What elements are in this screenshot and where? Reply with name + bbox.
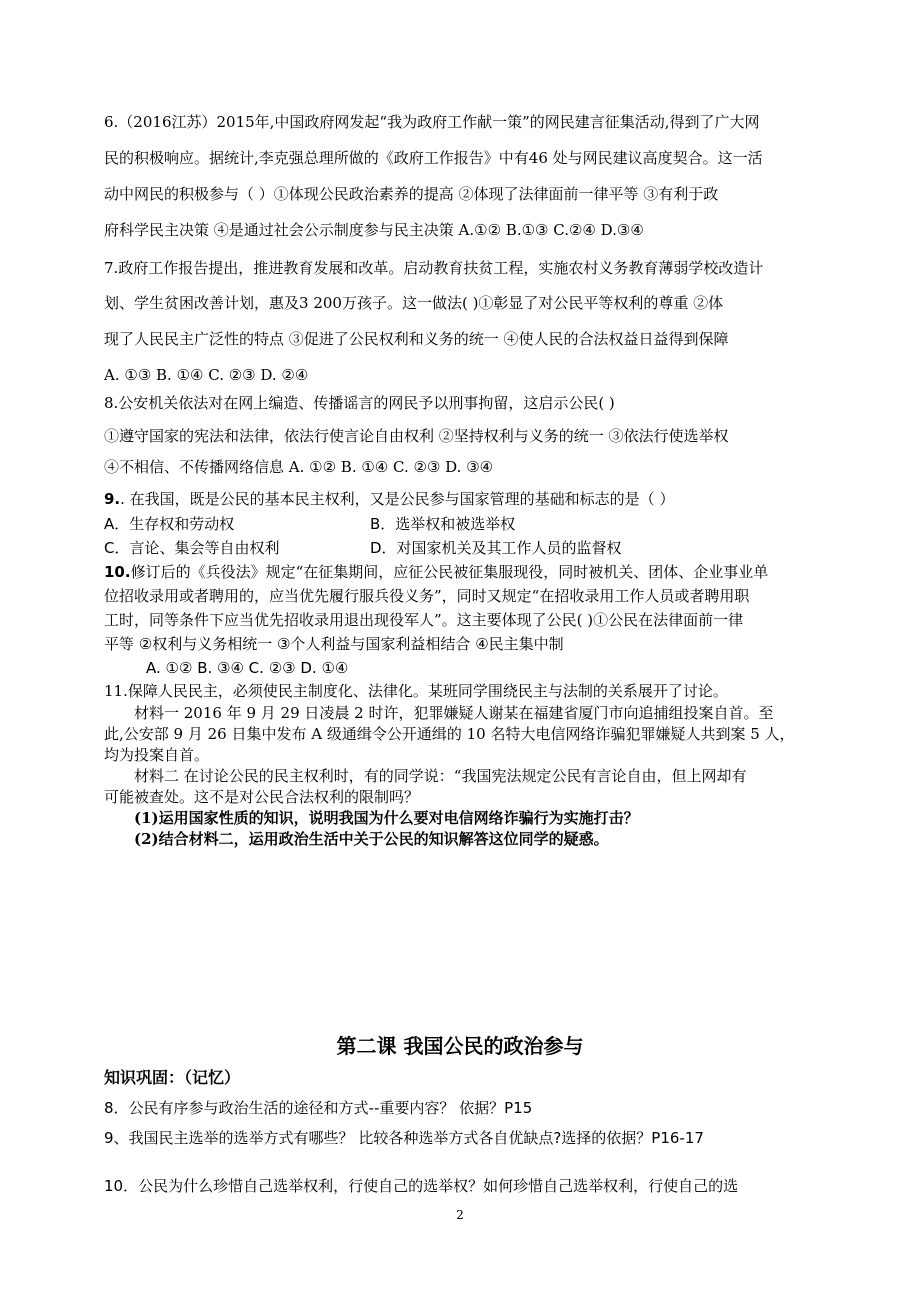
q11-material-1-c: 均为投案自首。 [104,746,210,764]
q7-line-2: 划、学生贫困改善计划，惠及3 200万孩子。这一做法( )①彰显了对公民平等权利的尊重 ②体 [104,294,724,312]
section-heading: 知识巩固：（记忆） [104,1068,241,1087]
q11-line-1: 11.保障人民民主，必须使民主制度化、法律化。某班同学围绕民主与法制的关系展开了讨论。 [104,682,728,700]
q6-line-1: 6.（2016江苏）2015年,中国政府网发起“我为政府工作献一策”的网民建言征集活动,得到了广大网 [104,113,760,131]
page-number: 2 [456,1208,464,1222]
q7-line-3: 现了人民民主广泛性的特点 ③促进了公民权利和义务的统一 ④使人民的合法权益日益得到保障 [104,330,729,348]
q6-line-2: 民的积极响应。据统计,李克强总理所做的《政府工作报告》中有46 处与网民建议高度契合。这一活 [104,149,763,167]
q10-number: 10. [104,563,131,581]
lesson-item-9: 9、我国民主选举的选举方式有哪些？ 比较各种选举方式各自优缺点?选择的依据？P16-17 [104,1129,704,1147]
q10-line-4: 平等 ②权利与义务相统一 ③个人利益与国家利益相结合 ④民主集中制 [104,635,564,653]
q7-line-4: A. ①③ B. ①④ C. ②③ D. ②④ [104,366,309,384]
q10-options: A. ①② B. ③④ C. ②③ D. ①④ [146,659,349,677]
q8-line-3: ④不相信、不传播网络信息 A. ①② B. ①④ C. ②③ D. ③④ [104,458,494,476]
q10-line-2: 位招收录用或者聘用的，应当优先履行服兵役义务”，同时又规定“在招收录用工作人员或者聘用职 [104,587,750,605]
q6-line-4: 府科学民主决策 ④是通过社会公示制度参与民主决策 A.①② B.①③ C.②④ D.③④ [104,221,644,239]
lesson-title: 第二课 我国公民的政治参与 [336,1034,584,1058]
lesson-item-8: 8．公民有序参与政治生活的途径和方式--重要内容？ 依据？P15 [104,1099,533,1117]
q10-line-3: 工时，同等条件下应当优先招收录用退出现役军人”。这主要体现了公民( )①公民在法律面前一律 [104,611,744,629]
q8-line-2: ①遵守国家的宪法和法律，依法行使言论自由权利 ②坚持权利与义务的统一 ③依法行使选举权 [104,427,729,445]
q11-material-2-a: 材料二 在讨论公民的民主权利时，有的同学说：“我国宪法规定公民有言论自由，但上网却有 [134,767,747,785]
q10-line-1-wrap [104,562,768,582]
q9-option-c: C．言论、集会等自由权利 [104,539,280,557]
q10-line-1: 修订后的《兵役法》规定“在征集期间，应征公民被征集服现役，同时被机关、团体、企业事业单 [130,563,769,581]
q9-number: 9. [104,490,121,508]
q11-material-2-b: 可能被查处。这不是对公民合法权利的限制吗？ [104,788,420,806]
lesson-item-10: 10．公民为什么珍惜自己选举权利，行使自己的选举权？如何珍惜自己选举权利，行使自己的选 [104,1177,739,1195]
q9-stem-line [104,489,674,509]
q6-line-3: 动中网民的积极参与（ ）①体现公民政治素养的提高 ②体现了法律面前一律平等 ③有利于政 [104,185,719,203]
q9-stem: . 在我国，既是公民的基本民主权利，又是公民参与国家管理的基础和标志的是（ ） [120,490,675,508]
q9-option-a: A．生存权和劳动权 [104,515,235,533]
q7-line-1: 7.政府工作报告提出，推进教育发展和改革。启动教育扶贫工程，实施农村义务教育薄弱学校改造计 [104,259,764,277]
q8-line-1: 8.公安机关依法对在网上编造、传播谣言的网民予以刑事拘留，这启示公民( ) [104,394,615,412]
q11-subquestion-2: (2)结合材料二，运用政治生活中关于公民的知识解答这位同学的疑惑。 [134,830,609,848]
q9-option-d: D．对国家机关及其工作人员的监督权 [370,539,622,557]
q11-subquestion-1: (1)运用国家性质的知识，说明我国为什么要对电信网络诈骗行为实施打击？ [134,809,639,827]
q11-material-1-b: 此,公安部 9 月 26 日集中发布 A 级通缉令公开通缉的 10 名特大电信网络诈骗犯罪嫌疑人共到案 5 人， [104,725,795,743]
q11-material-1-a: 材料一 2016 年 9 月 29 日凌晨 2 时许，犯罪嫌疑人谢某在福建省厦门市向追捕组投案自首。至 [134,704,774,722]
q9-option-b: B．选举权和被选举权 [370,515,516,533]
